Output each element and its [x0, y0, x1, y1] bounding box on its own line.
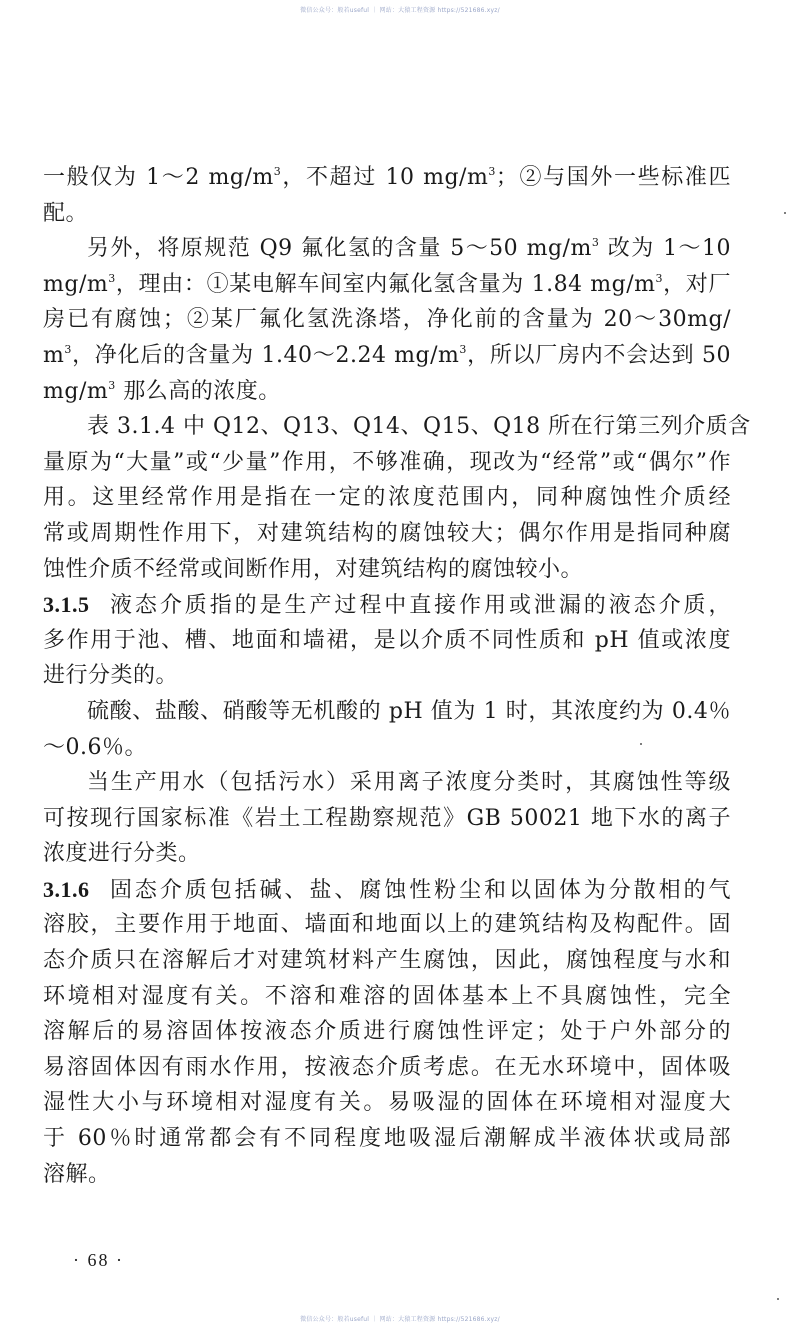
- section-3-1-5-line: 3.1.5 液态介质指的是生产过程中直接作用或泄漏的液态介质，: [43, 592, 731, 619]
- text-line: 易溶固体因有雨水作用，按液态介质考虑。在无水环境中，固体吸: [43, 1054, 731, 1080]
- text-line: 溶解。: [43, 1161, 111, 1187]
- section-number: 3.1.6: [43, 876, 90, 902]
- text-line: 态介质只在溶解后才对建筑材料产生腐蚀，因此，腐蚀程度与水和: [43, 948, 731, 974]
- text-line: 用。这里经常作用是指在一定的浓度范围内，同种腐蚀性介质经: [43, 485, 731, 511]
- text-line: 一般仅为 1～2 $mg/m^3$，不超过 10 $mg/m^3$；②与国外一些标准匹: [43, 165, 731, 190]
- watermark-bottom: 微信公众号：般若useful ｜ 网站：大猿工程资源 https://521686.xyz/: [300, 1316, 500, 1323]
- text-line: 配。: [43, 200, 89, 226]
- text-line: $mg/m^3$，理由：①某电解车间室内氟化氢含量为 1.84 $mg/m^3$，对厂: [43, 271, 731, 297]
- section-number: 3.1.5: [43, 592, 90, 618]
- page-number: · 68 ·: [73, 1250, 124, 1270]
- scan-speck: [777, 1298, 779, 1300]
- text-line: 常或周期性作用下，对建筑结构的腐蚀较大；偶尔作用是指同种腐: [43, 520, 731, 546]
- text-line: 蚀性介质不经常或间断作用，对建筑结构的腐蚀较小。: [43, 556, 584, 582]
- paragraph-start-line: 当生产用水（包括污水）采用离子浓度分类时，其腐蚀性等级: [87, 770, 731, 796]
- watermark-top: 微信公众号：般若useful ｜ 网站：大猿工程资源 https://521686.xyz/: [300, 7, 500, 14]
- document-body: [43, 160, 751, 1192]
- scan-speck: [640, 743, 642, 745]
- text-line: 环境相对湿度有关。不溶和难溶的固体基本上不具腐蚀性，完全: [43, 983, 731, 1009]
- text-line: 进行分类的。: [43, 663, 179, 689]
- text-line: 于 60％时通常都会有不同程度地吸湿后潮解成半液体状或局部: [43, 1126, 731, 1152]
- text-line: 可按现行国家标准《岩土工程勘察规范》GB 50021 地下水的离子: [43, 805, 731, 831]
- section-3-1-6-line: 3.1.6 固态介质包括碱、盐、腐蚀性粉尘和以固体为分散相的气: [43, 876, 731, 903]
- text-line: ～0.6％。: [43, 734, 147, 760]
- text-line: $m^3$，净化后的含量为 1.40～2.24 $mg/m^3$，所以厂房内不会达到 50: [43, 342, 731, 368]
- paragraph-start-line: 另外，将原规范 Q9 氟化氢的含量 5～50 $mg/m^3$ 改为 1～10: [87, 236, 732, 262]
- text-line: 溶解后的易溶固体按液态介质进行腐蚀性评定；处于户外部分的: [43, 1019, 731, 1045]
- paragraph-start-line: 硫酸、盐酸、硝酸等无机酸的 pH 值为 1 时，其浓度约为 0.4％: [87, 698, 731, 724]
- paragraph-start-line: 表 3.1.4 中 Q12、Q13、Q14、Q15、Q18 所在行第三列介质含: [87, 414, 751, 440]
- text-line: $mg/m^3$ 那么高的浓度。: [43, 378, 281, 404]
- scan-speck: [784, 212, 786, 214]
- text-line: 浓度进行分类。: [43, 841, 201, 867]
- text-line: 溶胶，主要作用于地面、墙面和地面以上的建筑结构及构配件。固: [43, 912, 731, 938]
- text-line: 量原为“大量”或“少量”作用，不够准确，现改为“经常”或“偶尔”作: [43, 449, 731, 475]
- text-line: 房已有腐蚀；②某厂氟化氢洗涤塔，净化前的含量为 20～30mg/: [43, 307, 731, 333]
- text-line: 湿性大小与环境相对湿度有关。易吸湿的固体在环境相对湿度大: [43, 1090, 731, 1116]
- text-line: 多作用于池、槽、地面和墙裙，是以介质不同性质和 pH 值或浓度: [43, 627, 731, 653]
